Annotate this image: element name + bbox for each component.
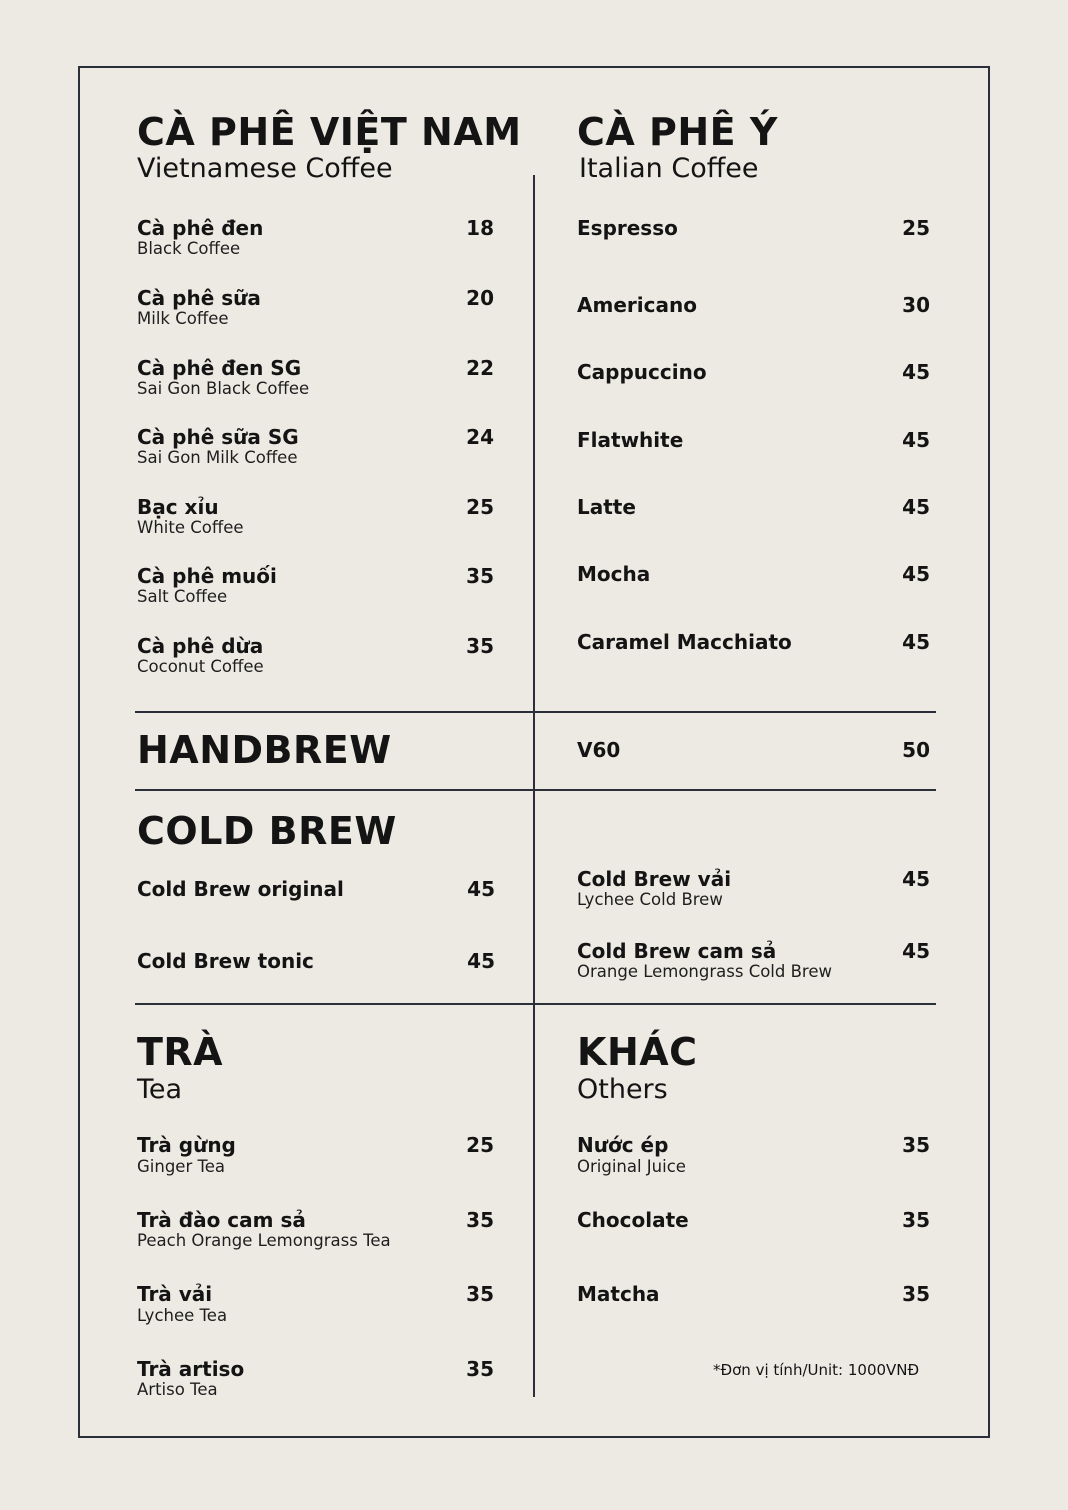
menu-item-english: Coconut Coffee [137,657,264,676]
section-title-others: KHÁC [577,1030,698,1074]
section-subtitle-others: Others [577,1074,668,1105]
unit-footnote: *Đơn vị tính/Unit: 1000VNĐ [713,1361,920,1379]
menu-item-price: 30 [902,293,930,317]
menu-item-english: Artiso Tea [137,1380,218,1399]
menu-item-price: 45 [902,939,930,963]
menu-item-price: 20 [466,286,494,310]
menu-item-price: 45 [902,867,930,891]
menu-item-name: Trà artiso [137,1357,245,1381]
menu-item-price: 35 [466,634,494,658]
menu-item-english: White Coffee [137,518,244,537]
menu-item-name: Cold Brew vải [577,867,732,891]
menu-item-price: 35 [466,1208,494,1232]
menu-item-price: 24 [466,425,494,449]
menu-item-english: Peach Orange Lemongrass Tea [137,1231,391,1250]
divider-tea-top [135,1003,936,1005]
menu-item-name: Cà phê đen SG [137,356,302,380]
menu-item-price: 45 [902,630,930,654]
section-title-vietnamese: CÀ PHÊ VIỆT NAM [137,110,522,154]
menu-item-name: Cà phê đen [137,216,264,240]
menu-item-english: Salt Coffee [137,587,228,606]
menu-item-name: Espresso [577,216,678,240]
center-divider [533,175,535,1397]
menu-item-price: 45 [467,877,495,901]
menu-item-price: 35 [902,1208,930,1232]
menu-item-price: 18 [466,216,494,240]
menu-item-price: 45 [902,495,930,519]
menu-item-price: 35 [466,564,494,588]
menu-item-name: Trà vải [137,1282,213,1306]
menu-item-name: Trà gừng [137,1133,236,1157]
section-subtitle-tea: Tea [137,1074,183,1105]
menu-item-name: Cà phê dừa [137,634,264,658]
menu-item-price: 35 [902,1133,930,1157]
section-subtitle-italian: Italian Coffee [579,153,759,184]
menu-item-name: Nước ép [577,1133,669,1157]
menu-item-price: 25 [466,1133,494,1157]
menu-item-price: 45 [902,428,930,452]
menu-item-name: Cà phê sữa SG [137,425,299,449]
menu-item-price: 35 [466,1357,494,1381]
menu-item-name: Cà phê sữa [137,286,261,310]
menu-item-price: 22 [466,356,494,380]
menu-item-price: 25 [466,495,494,519]
menu-item-english: Lychee Tea [137,1306,228,1325]
menu-item-english: Orange Lemongrass Cold Brew [577,962,833,981]
menu-item-price: 50 [902,738,930,762]
menu-item-name: Cold Brew cam sả [577,939,777,963]
menu-item-price: 25 [902,216,930,240]
section-subtitle-vietnamese: Vietnamese Coffee [137,153,393,184]
menu-item-price: 35 [902,1282,930,1306]
menu-item-price: 35 [466,1282,494,1306]
menu-item-name: Cappuccino [577,360,707,384]
menu-item-price: 45 [902,360,930,384]
menu-item-name: Flatwhite [577,428,684,452]
menu-item-name: Caramel Macchiato [577,630,792,654]
menu-item-english: Milk Coffee [137,309,229,328]
menu-item-price: 45 [902,562,930,586]
menu-item-english: Lychee Cold Brew [577,890,723,909]
menu-item-name: Trà đào cam sả [137,1208,306,1232]
section-title-coldbrew: COLD BREW [137,809,397,853]
menu-item-english: Ginger Tea [137,1157,226,1176]
section-title-italian: CÀ PHÊ Ý [577,110,778,154]
menu-item-english: Original Juice [577,1157,686,1176]
menu-item-price: 45 [467,949,495,973]
divider-handbrew-top [135,711,936,713]
section-title-handbrew: HANDBREW [137,728,392,772]
menu-item-english: Sai Gon Black Coffee [137,379,310,398]
menu-item-name: Chocolate [577,1208,689,1232]
menu-item-name: Bạc xỉu [137,495,219,519]
menu-item-name: Cold Brew original [137,877,344,901]
menu-item-name: Latte [577,495,636,519]
divider-coldbrew-top [135,789,936,791]
menu-item-english: Black Coffee [137,239,241,258]
menu-item-name: Cold Brew tonic [137,949,314,973]
menu-item-name: Americano [577,293,697,317]
menu-item-name: Mocha [577,562,651,586]
section-title-tea: TRÀ [137,1030,224,1074]
menu-item-name: Matcha [577,1282,660,1306]
menu-item-name: Cà phê muối [137,564,277,588]
menu-item-english: Sai Gon Milk Coffee [137,448,298,467]
menu-item-name: V60 [577,738,621,762]
